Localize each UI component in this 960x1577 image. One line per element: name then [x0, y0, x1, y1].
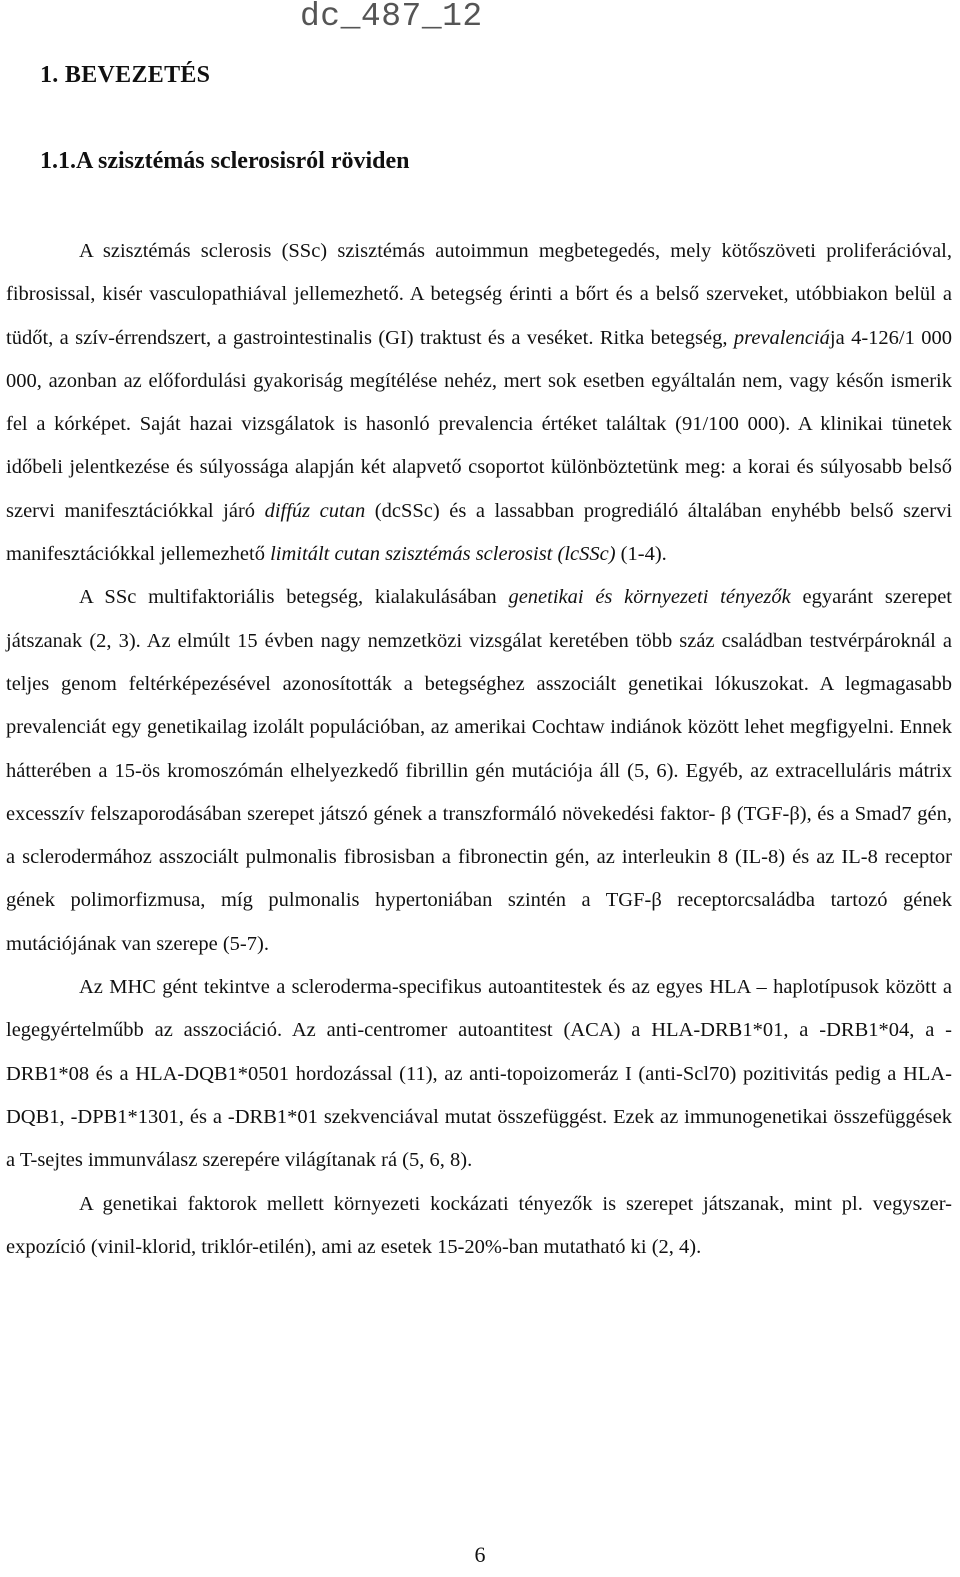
italic-term: diffúz cutan — [264, 499, 366, 522]
italic-term: limitált cutan szisztémás sclerosist (lcSSc) — [270, 543, 616, 566]
paragraph-text: (dcSSc) és a lassabban progrediáló általában enyhébb belső szervi manifesztációkkal jellemezhető — [6, 499, 953, 566]
body-text — [6, 230, 952, 1269]
document-id: dc_487_12 — [300, 0, 483, 35]
paragraph-text: ja 4-126/1 000 000, azonban az előfordulási gyakoriság megítélése nehéz, mert sok esetben egyáltalán nem, vagy későn ismerik fel a kórképet. Saját hazai vizsgálatok is hasonló prevalencia értéket találtak (91/100 000). A klinikai tünetek időbeli jelentkezése és súlyossága alapján két alapvető csoportot különböztetünk meg: a korai és súlyosabb belső szervi manifesztációkkal járó — [6, 326, 952, 522]
page-number: 6 — [474, 1542, 486, 1567]
italic-term: genetikai és környezeti tényezők — [508, 586, 791, 609]
italic-term: prevalenciá — [733, 326, 830, 349]
chapter-heading: 1. BEVEZETÉS — [40, 62, 211, 88]
paragraph-intro — [6, 230, 952, 576]
paragraph-text: A szisztémás sclerosis (SSc) szisztémás autoimmun megbetegedés, mely kötőszöveti proliferációval, fibrosissal, kisér vasculopathiával jellemezhető. A betegség érinti a bőrt és a belső szerveket, utóbbiakon belül a tüdőt, a szív-érrendszert, a gastrointestinalis (GI) traktust és a veséket. Ritka betegség, — [6, 240, 952, 349]
paragraph-text: A SSc multifaktoriális betegség, kialakulásában — [79, 586, 509, 609]
paragraph-text: egyaránt szerepet játszanak (2, 3). Az elmúlt 15 évben nagy nemzetközi vizsgálat keretében több száz családban testvérpároknál a teljes genom feltérképezésével azonosították a betegséghez asszociált genetikai lókuszokat. A legmagasabb prevalenciát egy genetikailag izolált populációban, az amerikai Cochtaw indiánok között lehet megfigyelni. Ennek hátterében a 15-ös kromoszómán elhelyezkedő fibrillin gén mutációja áll (5, 6). Egyéb, az extracelluláris mátrix excesszív felszaporodásában szerepet játszó gének a transzformáló növekedési faktor- β (TGF-β), és a Smad7 gén, a sclerodermához asszociált pulmonalis fibrosisban a fibronectin gén, az interleukin 8 (IL-8) és az IL-8 receptor gének polimorfizmusa, míg pulmonalis hypertoniában szintén a TGF-β receptorcsaládba tartozó gének mutációjának van szerepe (5-7). — [6, 586, 952, 955]
paragraph-text: (1-4). — [615, 543, 667, 566]
section-heading: 1.1.A szisztémás sclerosisról röviden — [40, 148, 410, 174]
paragraph-genetics — [6, 576, 952, 966]
paragraph-mhc: Az MHC gént tekintve a scleroderma-specifikus autoantitestek és az egyes HLA – haplotípusok között a legegyértelműbb az asszociáció. Az anti-centromer autoantitest (ACA) a HLA-DRB1*01, a -DRB1*04, a -DRB1*08 és a HLA-DQB1*0501 hordozással (11), az anti-topoizomeráz I (anti-Scl70) pozitivitás pedig a HLA-DQB1, -DPB1*1301, és a -DRB1*01 szekvenciával mutat összefüggést. Ezek az immunogenetikai összefüggések a T-sejtes immunválasz szerepére világítanak rá (5, 6, 8). — [6, 976, 952, 1172]
paragraph-environment: A genetikai faktorok mellett környezeti kockázati tényezők is szerepet játszanak, mint pl. vegyszer-expozíció (vinil-klorid, triklór-etilén), ami az esetek 15-20%-ban mutatható ki (2, 4). — [6, 1192, 952, 1258]
